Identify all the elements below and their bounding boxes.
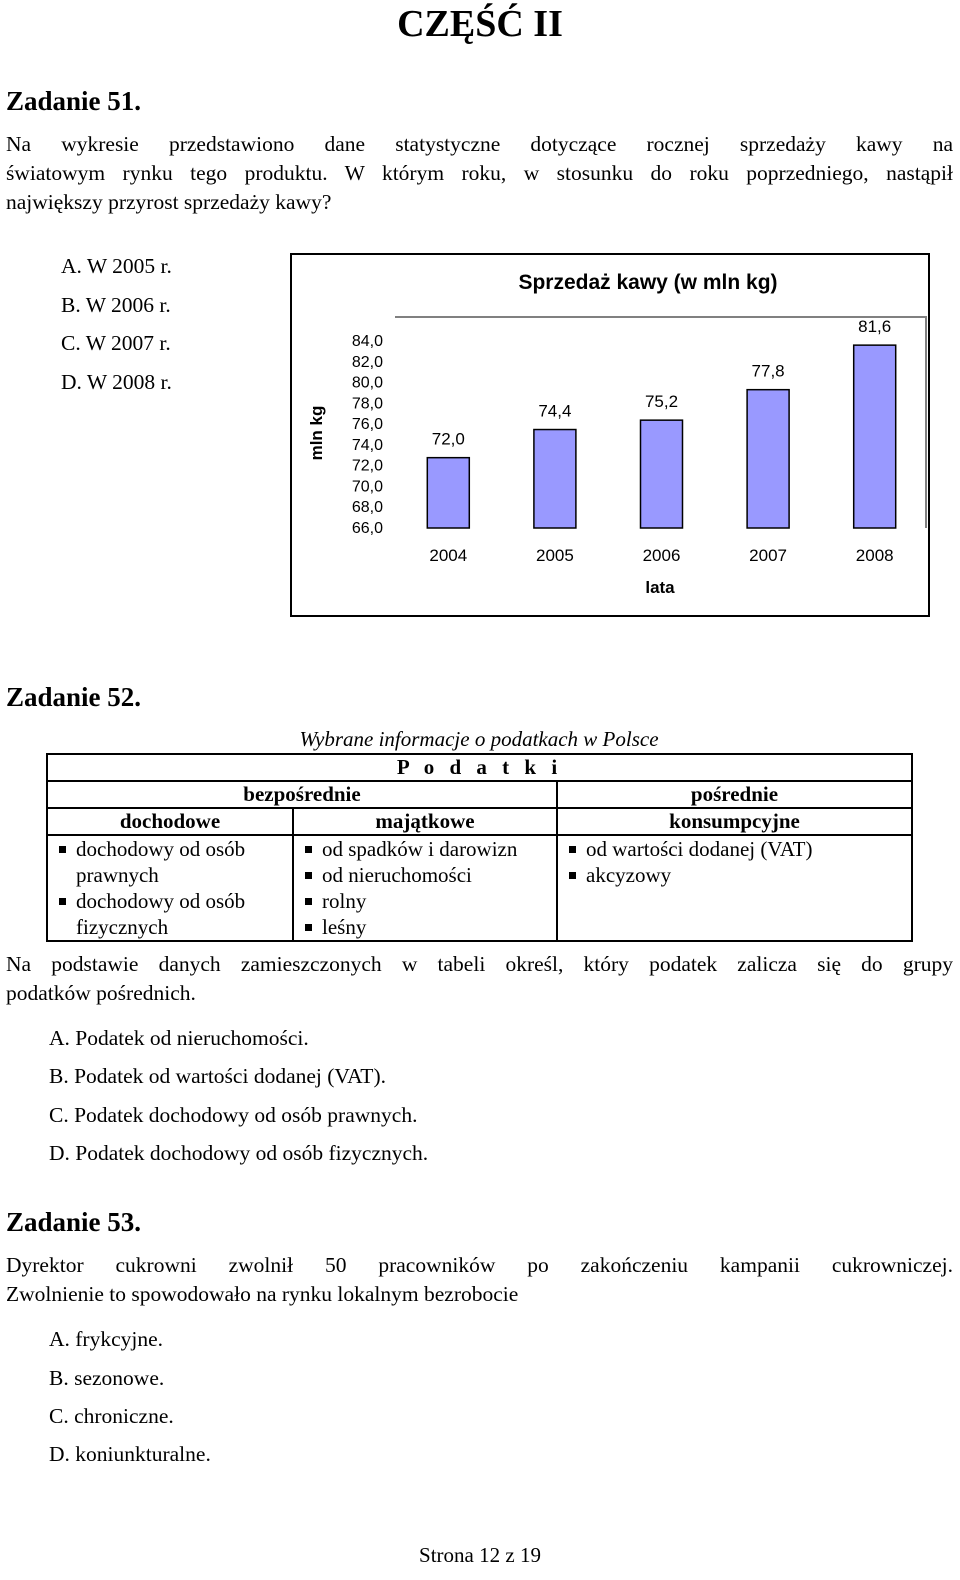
list-item: dochodowy od osób fizycznych: [54, 888, 286, 940]
table-header-property: majątkowe: [293, 808, 557, 835]
table-caption: Wybrane informacje o podatkach w Polsce: [299, 727, 659, 751]
task-52-option-b: B. Podatek od wartości dodanej (VAT).: [49, 1064, 386, 1088]
list-item: dochodowy od osób prawnych: [54, 836, 286, 888]
task-52-option-a: A. Podatek od nieruchomości.: [49, 1026, 309, 1050]
task-51-option-a: A. W 2005 r.: [61, 254, 172, 278]
list-item: od nieruchomości: [300, 862, 550, 888]
task-52-option-d: D. Podatek dochodowy od osób fizycznych.: [49, 1141, 429, 1165]
task-51-option-c: C. W 2007 r.: [61, 331, 171, 355]
y-tick-label: 74,0: [351, 436, 383, 454]
list-item: rolny: [300, 888, 550, 914]
task-53-question: [6, 1251, 953, 1309]
table-header-consumption: konsumpcyjne: [557, 808, 912, 835]
table-header-direct: bezpośrednie: [47, 781, 557, 808]
list-item: od spadków i darowizn: [300, 836, 550, 862]
page-number: Strona 12 z 19: [419, 1543, 541, 1567]
list-item: akcyzowy: [564, 862, 905, 888]
task-53-option-d: D. koniunkturalne.: [49, 1442, 211, 1466]
table-header-indirect: pośrednie: [557, 781, 912, 808]
task-51-question: [6, 130, 953, 217]
task-52-question: [6, 950, 953, 1008]
task-52-option-c: C. Podatek dochodowy od osób prawnych.: [49, 1103, 418, 1127]
bar-2008: [854, 345, 896, 528]
tax-table: [46, 753, 913, 942]
task-53-option-c: C. chroniczne.: [49, 1404, 174, 1428]
chart-title: Sprzedaż kawy (w mln kg): [518, 271, 778, 294]
coffee-sales-chart: [290, 253, 930, 617]
data-label-2006: 75,2: [644, 392, 679, 412]
bar-2007: [747, 390, 789, 528]
x-axis-label: lata: [645, 578, 675, 597]
task-51-title: Zadanie 51.: [6, 86, 142, 116]
property-taxes-cell: [293, 835, 557, 941]
y-tick-label: 68,0: [351, 499, 383, 517]
question-line: Zwolnienie to spowodowało na rynku lokalnym bezrobocie: [6, 1282, 519, 1306]
income-taxes-cell: [47, 835, 293, 941]
y-axis-label: mln kg: [307, 405, 326, 461]
y-tick-label: 72,0: [351, 457, 383, 475]
y-tick-label: 70,0: [351, 478, 383, 496]
data-label-2005: 74,4: [538, 401, 572, 421]
data-label-2007: 77,8: [751, 361, 785, 381]
x-tick-label-2004: 2004: [429, 546, 468, 565]
task-52-title: Zadanie 52.: [6, 682, 142, 712]
task-51-option-b: B. W 2006 r.: [61, 293, 171, 317]
list-item: leśny: [300, 914, 550, 940]
x-tick-label-2008: 2008: [855, 546, 894, 565]
chart-canvas: [292, 255, 928, 615]
question-line: Dyrektor cukrowni zwolnił 50 pracowników po zakończeniu kampanii cukrowniczej.: [6, 1253, 953, 1277]
bar-2004: [427, 458, 469, 528]
y-tick-label: 66,0: [351, 520, 383, 537]
question-line: podatków pośrednich.: [6, 981, 196, 1005]
y-tick-label: 82,0: [351, 353, 383, 371]
y-tick-label: 80,0: [351, 374, 383, 392]
task-53-option-b: B. sezonowe.: [49, 1366, 165, 1390]
x-tick-label-2007: 2007: [749, 546, 788, 565]
consumption-taxes-cell: [557, 835, 912, 941]
part-title: CZĘŚĆ II: [397, 3, 563, 45]
x-tick-label-2006: 2006: [642, 546, 681, 565]
question-line: Na wykresie przedstawiono dane statystyczne dotyczące rocznej sprzedaży kawy na: [6, 132, 953, 156]
task-53-option-a: A. frykcyjne.: [49, 1327, 164, 1351]
y-tick-label: 76,0: [351, 416, 383, 434]
y-tick-label: 84,0: [351, 333, 383, 350]
task-53-title: Zadanie 53.: [6, 1207, 142, 1237]
table-header-income: dochodowe: [47, 808, 293, 835]
x-tick-label-2005: 2005: [535, 546, 574, 565]
table-header-taxes: P o d a t k i: [47, 754, 912, 781]
bar-2005: [534, 430, 576, 528]
list-item: od wartości dodanej (VAT): [564, 836, 905, 862]
task-51-option-d: D. W 2008 r.: [61, 370, 172, 394]
question-line: Na podstawie danych zamieszczonych w tabeli określ, który podatek zalicza się do grupy: [6, 952, 953, 976]
bar-2006: [641, 420, 683, 528]
question-line: światowym rynku tego produktu. W którym roku, w stosunku do roku poprzedniego, nastąpił: [6, 161, 953, 185]
y-tick-label: 78,0: [351, 395, 383, 413]
data-label-2004: 72,0: [431, 429, 465, 449]
question-line: największy przyrost sprzedaży kawy?: [6, 190, 332, 214]
data-label-2008: 81,6: [858, 317, 892, 337]
